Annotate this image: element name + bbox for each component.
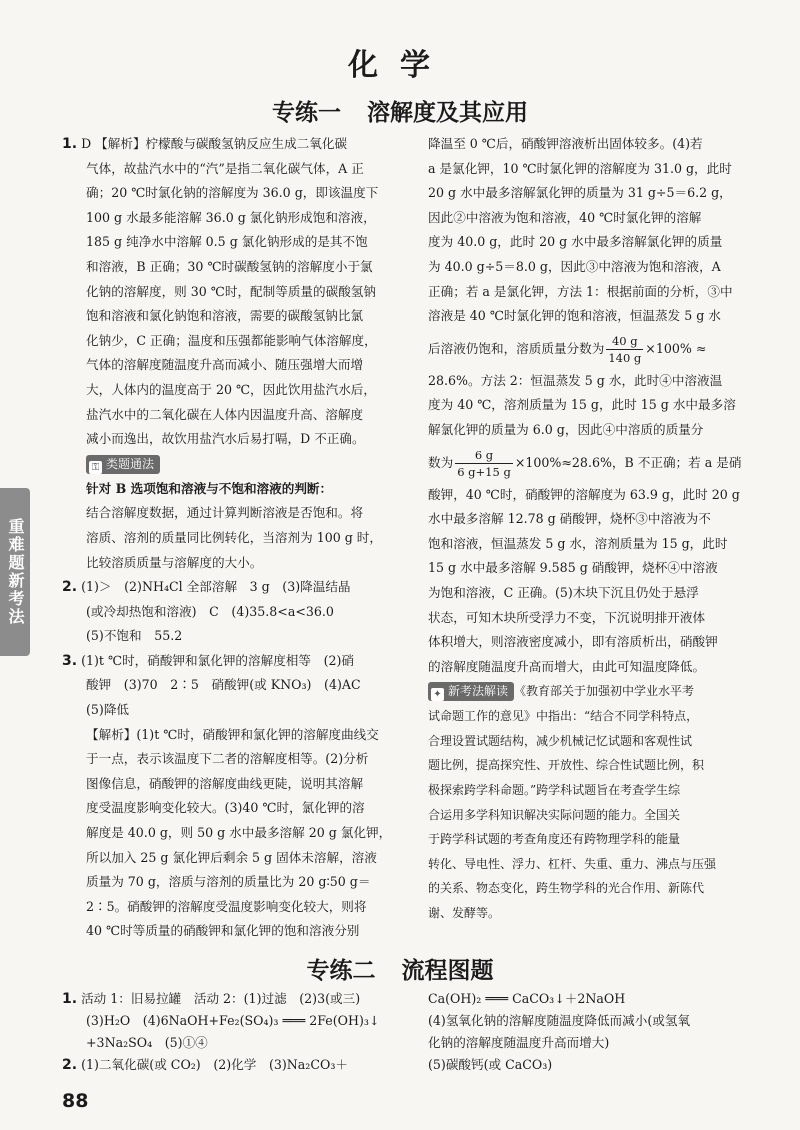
- section-1-label: 专练一: [272, 100, 341, 126]
- text-line: 溶液是 40 ℃时氯化钾的饱和溶液，恒温蒸发 5 g 水: [428, 308, 721, 324]
- text-line: (或冷却热饱和溶液) C (4)35.8<a<36.0: [86, 603, 334, 619]
- text-segment: ×100% ≈: [645, 340, 707, 356]
- text-line: 活动 1：旧易拉罐 活动 2：(1)过滤 (2)3(或三): [81, 991, 361, 1006]
- text-line: 度为 40 ℃，溶剂质量为 15 g，此时 15 g 水中最多溶: [428, 397, 736, 413]
- section-2-title: [0, 952, 800, 985]
- text-line: 盐汽水中的二氧化碳在人体内因温度升高、溶解度: [86, 406, 364, 422]
- text-line: Ca(OH)₂ ═══ CaCO₃↓＋2NaOH: [428, 991, 626, 1006]
- text-line: (1)二氧化碳(或 CO₂) (2)化学 (3)Na₂CO₃＋: [81, 1057, 348, 1072]
- text-line: D 【解析】柠檬酸与碳酸氢钠反应生成二氧化碳: [81, 136, 348, 151]
- text-line: 合运用多学科知识解决实际问题的能力。全国关: [428, 807, 681, 822]
- badge-label: 类题通法: [106, 456, 155, 471]
- text-line: 极探索跨学科命题。”跨学科试题旨在考查学生综: [428, 783, 681, 798]
- page-subject-title: 化学: [348, 48, 452, 83]
- fraction-numerator: 40 g: [611, 333, 638, 348]
- text-line: 减小而逸出，故饮用盐汽水后易打嗝，D 不正确。: [86, 431, 365, 447]
- text-line: 大，人体内的温度高于 20 ℃，因此饮用盐汽水后，: [86, 381, 376, 397]
- text-line: 体积增大，则溶液密度减小，即有溶质析出，硝酸钾: [428, 634, 718, 650]
- text-line: 20 g 水中最多溶解氯化钾的质量为 31 g÷5＝6.2 g，: [428, 185, 732, 201]
- key-icon: ⚿: [89, 461, 102, 474]
- text-line: 解度是 40.0 g，则 50 g 水中最多溶解 20 g 氯化钾，: [86, 825, 392, 841]
- text-line: 所以加入 25 g 氯化钾后剩余 5 g 固体未溶解，溶液: [86, 849, 377, 865]
- text-line: 15 g 水中最多溶解 9.585 g 硝酸钾，烧杯④中溶液: [428, 560, 718, 576]
- text-segment: 数为: [428, 454, 454, 470]
- text-line: 气体，故盐汽水中的“汽”是指二氧化碳气体，A 正: [86, 160, 364, 176]
- text-line: 100 g 水最多能溶解 36.0 g 氯化钠形成饱和溶液，: [86, 209, 376, 225]
- text-segment: ×100%≈28.6%，B 不正确；若 a 是硝: [514, 454, 742, 470]
- section-1-name: 溶解度及其应用: [367, 100, 528, 126]
- text-line: 图像信息，硝酸钾的溶解度曲线更陡，说明其溶解: [86, 775, 364, 791]
- text-line: 185 g 纯净水中溶解 0.5 g 氯化钠形成的是其不饱: [86, 234, 368, 250]
- text-line: (5)不饱和 55.2: [86, 628, 183, 644]
- new-method-badge: [428, 682, 514, 701]
- text-line: a 是氯化钾，10 ℃时氯化钾的溶解度为 31.0 g，此时: [428, 160, 732, 176]
- question-number: 2.: [62, 1057, 78, 1073]
- side-tab: 重难题新考法: [0, 488, 30, 656]
- text-line: 正确；若 a 是氯化钾，方法 1：根据前面的分析，③中: [428, 283, 733, 299]
- fraction-line: [428, 329, 764, 369]
- text-line: 转化、导电性、浮力、杠杆、失重、重力、沸点与压强: [428, 856, 717, 871]
- text-line: 饱和溶液和氯化钠饱和溶液，需要的碳酸氢钠比氯: [86, 308, 364, 324]
- text-line: 结合溶解度数据，通过计算判断溶液是否饱和。将: [86, 505, 364, 521]
- fraction: [455, 447, 513, 480]
- text-line: 的溶解度随温度升高而增大，由此可知温度降低。: [428, 658, 706, 674]
- text-line: 化钠少，C 正确；温度和压强都能影响气体溶解度，: [86, 332, 377, 348]
- text-line: 度受温度影响变化较大。(3)40 ℃时，氯化钾的溶: [86, 800, 365, 816]
- text-segment: 后溶液仍饱和，溶质质量分数为: [428, 340, 605, 356]
- question-1: [62, 132, 394, 452]
- text-line: 的关系、物态变化，跨生物学科的光合作用、新陈代: [428, 881, 705, 896]
- section-1-title: [0, 94, 800, 127]
- text-line: 确；20 ℃时氯化钠的溶解度为 36.0 g，即该温度下: [86, 185, 379, 201]
- text-segment: 《教育部关于加强初中学业水平考: [514, 684, 695, 699]
- lightbulb-icon: ✦: [431, 688, 444, 701]
- text-line: (4)氢氧化钠的溶解度随温度降低而减小(或氢氧: [428, 1013, 691, 1028]
- page-number: 88: [62, 1090, 89, 1112]
- fraction-numerator: 6 g: [474, 447, 494, 462]
- text-line: 状态，可知木块所受浮力不变，下沉说明排开液体: [428, 609, 706, 625]
- question-number: 1.: [62, 136, 78, 152]
- question-3: [62, 649, 394, 944]
- fraction-denominator: 140 g: [608, 350, 642, 365]
- fraction-line: [428, 443, 764, 483]
- text-line: 度为 40.0 g，此时 20 g 水中最多溶解氯化钾的质量: [428, 234, 723, 250]
- text-line: 化钠的溶解度，则 30 ℃时，配制等质量的碳酸氢钠: [86, 283, 376, 299]
- text-line: (1)＞ (2)NH₄Cl 全部溶解 3 g (3)降温结晶: [81, 579, 351, 595]
- text-line: 酸钾 (3)70 2∶5 硝酸钾(或 KNO₃) (4)AC: [86, 677, 361, 693]
- right-column: [428, 132, 764, 926]
- text-line: 谢、发酵等。: [428, 906, 501, 921]
- question-number: 1.: [62, 991, 78, 1007]
- text-line: 解氯化钾的质量为 6.0 g，因此④中溶质的质量分: [428, 421, 704, 437]
- text-line: 化钠的溶解度随温度升高而增大): [428, 1035, 610, 1050]
- text-line: 因此②中溶液为饱和溶液，40 ℃时氯化钾的溶解: [428, 209, 702, 225]
- text-line: 2∶5。硝酸钾的溶解度受温度影响变化较大，则将: [86, 898, 367, 914]
- question-number: 3.: [62, 652, 78, 669]
- section-2-right: [428, 988, 764, 1076]
- text-line: 为饱和溶液，C 正确。(5)木块下沉且仍处于悬浮: [428, 584, 699, 600]
- text-line: 饱和溶液，恒温蒸发 5 g 水，溶剂质量为 15 g，此时: [428, 535, 728, 551]
- text-line: 28.6%。方法 2：恒温蒸发 5 g 水，此时④中溶液温: [428, 372, 723, 388]
- text-line: 合理设置试题结构，减少机械记忆试题和客观性试: [428, 733, 693, 748]
- section-2-label: 专练二: [306, 958, 376, 984]
- text-line: (5)降低: [86, 702, 130, 718]
- text-line: (5)碳酸钙(或 CaCO₃): [428, 1057, 553, 1072]
- text-line: 气体的溶解度随温度升高而减小、随压强增大而增: [86, 357, 364, 373]
- text-line: 比较溶质质量与溶解度的大小。: [86, 554, 263, 570]
- method-badge: [86, 455, 160, 474]
- text-line: 【解析】(1)t ℃时，硝酸钾和氯化钾的溶解度曲线交: [86, 726, 379, 742]
- text-line: (3)H₂O (4)6NaOH+Fe₂(SO₄)₃ ═══ 2Fe(OH)₃↓: [86, 1013, 380, 1028]
- text-line: +3Na₂SO₄ (5)①④: [86, 1035, 208, 1050]
- tip-heading: 针对 B 选项饱和溶液与不饱和溶液的判断：: [86, 480, 333, 496]
- text-line: 溶质、溶剂的质量同比例转化，当溶剂为 100 g 时，: [86, 529, 382, 545]
- text-line: 质量为 70 g，溶质与溶剂的质量比为 20 g∶50 g＝: [86, 874, 371, 890]
- text-line: 酸钾，40 ℃时，硝酸钾的溶解度为 63.9 g，此时 20 g: [428, 486, 740, 502]
- section-2-name: 流程图题: [401, 958, 494, 984]
- fraction: [606, 333, 643, 366]
- text-line: 试命题工作的意见》中指出：“结合不同学科特点，: [428, 709, 699, 724]
- text-line: 水中最多溶解 12.78 g 硝酸钾，烧杯③中溶液为不: [428, 511, 711, 527]
- badge-label: 新考法解读: [448, 684, 509, 699]
- new-method-note: [428, 679, 764, 925]
- text-line: 于跨学科试题的考查角度还有跨物理学科的能量: [428, 832, 681, 847]
- text-line: 题比例，提高探究性、开放性、综合性试题比例，积: [428, 758, 705, 773]
- fraction-denominator: 6 g+15 g: [457, 464, 511, 479]
- text-line: 为 40.0 g÷5＝8.0 g，因此③中溶液为饱和溶液，A: [428, 258, 721, 274]
- section-2-left: [62, 988, 402, 1076]
- question-number: 2.: [62, 579, 78, 596]
- text-line: 和溶液，B 正确；30 ℃时碳酸氢钠的溶解度小于氯: [86, 258, 373, 274]
- text-line: 40 ℃时等质量的硝酸钾和氯化钾的饱和溶液分别: [86, 923, 360, 939]
- question-2: [62, 575, 394, 649]
- text-line: 于一点，表示该温度下二者的溶解度相等。(2)分析: [86, 751, 369, 767]
- left-column: [62, 132, 394, 944]
- text-line: (1)t ℃时，硝酸钾和氯化钾的溶解度相等 (2)硝: [81, 652, 355, 668]
- text-line: 降温至 0 ℃后，硝酸钾溶液析出固体较多。(4)若: [428, 136, 703, 151]
